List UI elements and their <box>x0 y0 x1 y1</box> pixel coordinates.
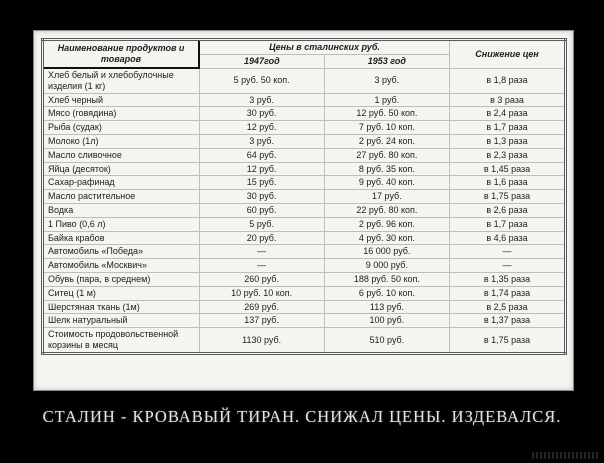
cell-reduction: в 1,7 раза <box>450 121 566 135</box>
table-row <box>43 176 566 190</box>
price-table-header <box>43 40 566 69</box>
cell-p1953: 4 руб. 30 коп. <box>324 231 449 245</box>
table-row <box>43 314 566 328</box>
cell-name: 1 Пиво (0,6 л) <box>43 217 200 231</box>
cell-p1953: 9 000 руб. <box>324 259 449 273</box>
cell-reduction: в 1,74 раза <box>450 286 566 300</box>
table-row <box>43 217 566 231</box>
table-row <box>43 162 566 176</box>
table-row <box>43 245 566 259</box>
cell-p1947: 5 руб. <box>199 217 324 231</box>
cell-name: Рыба (судак) <box>43 121 200 135</box>
cell-reduction: в 1,7 раза <box>450 217 566 231</box>
cell-name: Масло растительное <box>43 190 200 204</box>
col-header-products: Наименование продуктов и товаров <box>43 40 200 69</box>
cell-p1953: 188 руб. 50 коп. <box>324 273 449 287</box>
table-row <box>43 300 566 314</box>
col-header-prices-group: Цены в сталинских руб. <box>199 40 450 55</box>
cell-p1947: 12 руб. <box>199 121 324 135</box>
cell-p1947: 12 руб. <box>199 162 324 176</box>
cell-reduction: в 1,6 раза <box>450 176 566 190</box>
table-row <box>43 204 566 218</box>
cell-reduction: в 1,35 раза <box>450 273 566 287</box>
table-row <box>43 93 566 107</box>
cell-name: Масло сливочное <box>43 148 200 162</box>
cell-p1953: 9 руб. 40 коп. <box>324 176 449 190</box>
cell-p1947: — <box>199 259 324 273</box>
cell-p1953: 3 руб. <box>324 68 449 93</box>
table-row <box>43 328 566 354</box>
cell-p1947: — <box>199 245 324 259</box>
cell-p1947: 3 руб. <box>199 93 324 107</box>
cell-p1953: 113 руб. <box>324 300 449 314</box>
cell-name: Обувь (пара, в среднем) <box>43 273 200 287</box>
col-header-1953: 1953 год <box>324 54 449 68</box>
watermark <box>532 452 598 459</box>
cell-reduction: в 3 раза <box>450 93 566 107</box>
cell-p1947: 20 руб. <box>199 231 324 245</box>
cell-name: Ситец (1 м) <box>43 286 200 300</box>
cell-reduction: в 1,37 раза <box>450 314 566 328</box>
cell-name: Шерстяная ткань (1м) <box>43 300 200 314</box>
cell-p1947: 10 руб. 10 коп. <box>199 286 324 300</box>
demotivator-caption: СТАЛИН - КРОВАВЫЙ ТИРАН. СНИЖАЛ ЦЕНЫ. ИЗДЕВАЛСЯ. <box>42 407 562 426</box>
cell-reduction: в 2,3 раза <box>450 148 566 162</box>
cell-name: Хлеб белый и хлебобулочные изделия (1 кг) <box>43 68 200 93</box>
cell-p1953: 17 руб. <box>324 190 449 204</box>
cell-p1953: 2 руб. 96 коп. <box>324 217 449 231</box>
cell-name: Автомобиль «Москвич» <box>43 259 200 273</box>
table-row <box>43 273 566 287</box>
cell-p1953: 16 000 руб. <box>324 245 449 259</box>
cell-p1953: 6 руб. 10 коп. <box>324 286 449 300</box>
table-row <box>43 135 566 149</box>
cell-name: Шелк натуральный <box>43 314 200 328</box>
table-row <box>43 121 566 135</box>
cell-p1947: 64 руб. <box>199 148 324 162</box>
cell-p1953: 12 руб. 50 коп. <box>324 107 449 121</box>
cell-p1953: 7 руб. 10 коп. <box>324 121 449 135</box>
cell-p1953: 510 руб. <box>324 328 449 354</box>
col-header-reduction: Снижение цен <box>450 40 566 69</box>
cell-name: Яйца (десяток) <box>43 162 200 176</box>
cell-reduction: в 4,6 раза <box>450 231 566 245</box>
cell-reduction: в 1,45 раза <box>450 162 566 176</box>
cell-p1953: 8 руб. 35 коп. <box>324 162 449 176</box>
cell-p1947: 15 руб. <box>199 176 324 190</box>
cell-p1953: 1 руб. <box>324 93 449 107</box>
cell-reduction: — <box>450 245 566 259</box>
table-row <box>43 259 566 273</box>
cell-p1947: 3 руб. <box>199 135 324 149</box>
cell-reduction: в 1,8 раза <box>450 68 566 93</box>
cell-name: Водка <box>43 204 200 218</box>
cell-name: Молоко (1л) <box>43 135 200 149</box>
table-row <box>43 231 566 245</box>
cell-name: Сахар-рафинад <box>43 176 200 190</box>
cell-reduction: в 1,75 раза <box>450 190 566 204</box>
cell-p1947: 260 руб. <box>199 273 324 287</box>
cell-p1953: 2 руб. 24 коп. <box>324 135 449 149</box>
table-row <box>43 190 566 204</box>
cell-name: Байка крабов <box>43 231 200 245</box>
price-table <box>41 38 567 355</box>
table-row <box>43 107 566 121</box>
table-row <box>43 148 566 162</box>
cell-reduction: в 1,75 раза <box>450 328 566 354</box>
cell-p1953: 100 руб. <box>324 314 449 328</box>
cell-reduction: в 1,3 раза <box>450 135 566 149</box>
cell-name: Мясо (говядина) <box>43 107 200 121</box>
cell-p1947: 1130 руб. <box>199 328 324 354</box>
table-row <box>43 286 566 300</box>
cell-p1947: 269 руб. <box>199 300 324 314</box>
cell-name: Автомобиль «Победа» <box>43 245 200 259</box>
cell-name: Хлеб черный <box>43 93 200 107</box>
cell-reduction: — <box>450 259 566 273</box>
table-row <box>43 68 566 93</box>
col-header-1947: 1947год <box>199 54 324 68</box>
cell-p1947: 30 руб. <box>199 107 324 121</box>
cell-p1953: 22 руб. 80 коп. <box>324 204 449 218</box>
cell-name: Стоимость продовольственной корзины в месяц <box>43 328 200 354</box>
price-table-body <box>43 68 566 353</box>
cell-p1953: 27 руб. 80 коп. <box>324 148 449 162</box>
cell-p1947: 5 руб. 50 коп. <box>199 68 324 93</box>
cell-p1947: 60 руб. <box>199 204 324 218</box>
cell-reduction: в 2,4 раза <box>450 107 566 121</box>
cell-reduction: в 2,5 раза <box>450 300 566 314</box>
cell-p1947: 137 руб. <box>199 314 324 328</box>
price-table-scan-panel <box>33 30 574 391</box>
cell-p1947: 30 руб. <box>199 190 324 204</box>
cell-reduction: в 2,6 раза <box>450 204 566 218</box>
